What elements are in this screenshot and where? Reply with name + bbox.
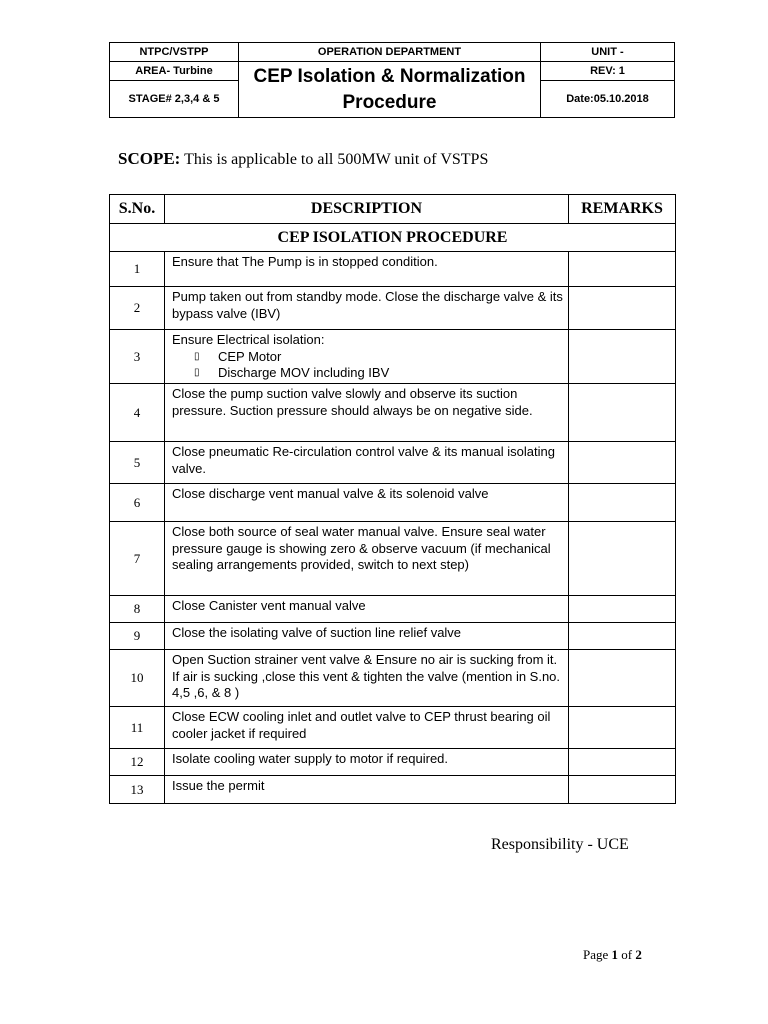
- step-description-cell: [165, 776, 569, 804]
- header-unit: UNIT -: [541, 43, 675, 62]
- column-header-description: DESCRIPTION: [165, 195, 569, 224]
- table-row: [110, 442, 676, 484]
- step-remarks[interactable]: [569, 287, 676, 330]
- step-description-cell: [165, 707, 569, 749]
- step-description-cell: [165, 650, 569, 707]
- section-row: [110, 224, 676, 252]
- document-header-table: [109, 42, 675, 118]
- step-number: 2: [110, 287, 165, 330]
- table-row: [110, 522, 676, 596]
- procedure-rows: [110, 252, 676, 804]
- table-row: [110, 384, 676, 442]
- column-header-sno: S.No.: [110, 195, 165, 224]
- step-number: 6: [110, 484, 165, 522]
- step-description: Close ECW cooling inlet and outlet valve to CEP thrust bearing oil cooler jacket if required: [172, 709, 551, 741]
- step-remarks[interactable]: [569, 707, 676, 749]
- column-header-remarks: REMARKS: [569, 195, 676, 224]
- table-row: [110, 650, 676, 707]
- table-row: [110, 596, 676, 623]
- header-date: Date:05.10.2018: [541, 81, 675, 118]
- header-area: AREA- Turbine: [110, 62, 239, 81]
- scope-label: SCOPE:: [118, 149, 181, 168]
- step-number: 9: [110, 623, 165, 650]
- step-number: 1: [110, 252, 165, 287]
- step-description: Isolate cooling water supply to motor if required.: [172, 751, 449, 766]
- table-row: [110, 287, 676, 330]
- table-row: [110, 252, 676, 287]
- step-description-cell: [165, 749, 569, 776]
- step-bullet-item: ▯ CEP Motor: [194, 349, 564, 366]
- step-description-cell: [165, 287, 569, 330]
- step-description: Pump taken out from standby mode. Close the discharge valve & its bypass valve (IBV): [172, 289, 563, 321]
- step-description-cell: [165, 330, 569, 384]
- procedure-table: [109, 194, 676, 804]
- step-description-cell: [165, 252, 569, 287]
- step-remarks[interactable]: [569, 484, 676, 522]
- table-header-row: [110, 195, 676, 224]
- table-row: [110, 707, 676, 749]
- scope-text: This is applicable to all 500MW unit of VSTPS: [184, 151, 489, 168]
- table-row: [110, 623, 676, 650]
- table-row: [110, 330, 676, 384]
- step-remarks[interactable]: [569, 749, 676, 776]
- step-remarks[interactable]: [569, 596, 676, 623]
- step-remarks[interactable]: [569, 442, 676, 484]
- step-number: 12: [110, 749, 165, 776]
- scope-line: [118, 149, 488, 169]
- step-remarks[interactable]: [569, 522, 676, 596]
- step-bullet-item: ▯ Discharge MOV including IBV: [194, 365, 564, 382]
- step-description: Close discharge vent manual valve & its solenoid valve: [172, 486, 489, 501]
- step-description: Issue the permit: [172, 778, 265, 793]
- step-description: Close both source of seal water manual valve. Ensure seal water pressure gauge is showing zero & observe vacuum (if mechanical sealing arrangements provided, switch to next step): [172, 524, 551, 572]
- section-title: CEP ISOLATION PROCEDURE: [110, 224, 676, 252]
- step-description: Close the isolating valve of suction line relief valve: [172, 625, 462, 640]
- step-description: Ensure that The Pump is in stopped condition.: [172, 254, 438, 269]
- header-org: NTPC/VSTPP: [110, 43, 239, 62]
- step-description: Close the pump suction valve slowly and observe its suction pressure. Suction pressure should always be on negative side.: [172, 386, 533, 418]
- table-row: [110, 776, 676, 804]
- step-number: 11: [110, 707, 165, 749]
- step-remarks[interactable]: [569, 252, 676, 287]
- step-description: Ensure Electrical isolation:: [172, 332, 325, 347]
- table-row: [110, 749, 676, 776]
- step-description: Close pneumatic Re-circulation control valve & its manual isolating valve.: [172, 444, 555, 476]
- step-description-cell: [165, 384, 569, 442]
- step-bullet-list: [172, 349, 564, 382]
- step-remarks[interactable]: [569, 330, 676, 384]
- header-revision: REV: 1: [541, 62, 675, 81]
- page-of: of: [621, 947, 633, 962]
- responsibility-note: Responsibility - UCE: [491, 836, 629, 853]
- header-stage: STAGE# 2,3,4 & 5: [110, 81, 239, 118]
- step-description: Close Canister vent manual valve: [172, 598, 366, 613]
- table-row: [110, 484, 676, 522]
- page-total: 2: [635, 947, 642, 962]
- document-title: CEP Isolation & Normalization Procedure: [239, 62, 541, 118]
- step-remarks[interactable]: [569, 650, 676, 707]
- step-remarks[interactable]: [569, 623, 676, 650]
- step-number: 8: [110, 596, 165, 623]
- step-remarks[interactable]: [569, 776, 676, 804]
- step-description-cell: [165, 522, 569, 596]
- step-number: 4: [110, 384, 165, 442]
- page-current: 1: [611, 947, 619, 962]
- step-number: 5: [110, 442, 165, 484]
- step-description-cell: [165, 442, 569, 484]
- step-remarks[interactable]: [569, 384, 676, 442]
- step-number: 3: [110, 330, 165, 384]
- page-number: [583, 947, 642, 963]
- step-number: 13: [110, 776, 165, 804]
- step-description-cell: [165, 623, 569, 650]
- page-label: Page: [583, 947, 609, 962]
- step-description: Open Suction strainer vent valve & Ensure no air is sucking from it. If air is sucking ,close this vent & tighten the valve (mention in S.no. 4,5 ,6, & 8 ): [172, 652, 561, 700]
- step-number: 7: [110, 522, 165, 596]
- header-department: OPERATION DEPARTMENT: [239, 43, 541, 62]
- step-description-cell: [165, 484, 569, 522]
- step-description-cell: [165, 596, 569, 623]
- step-number: 10: [110, 650, 165, 707]
